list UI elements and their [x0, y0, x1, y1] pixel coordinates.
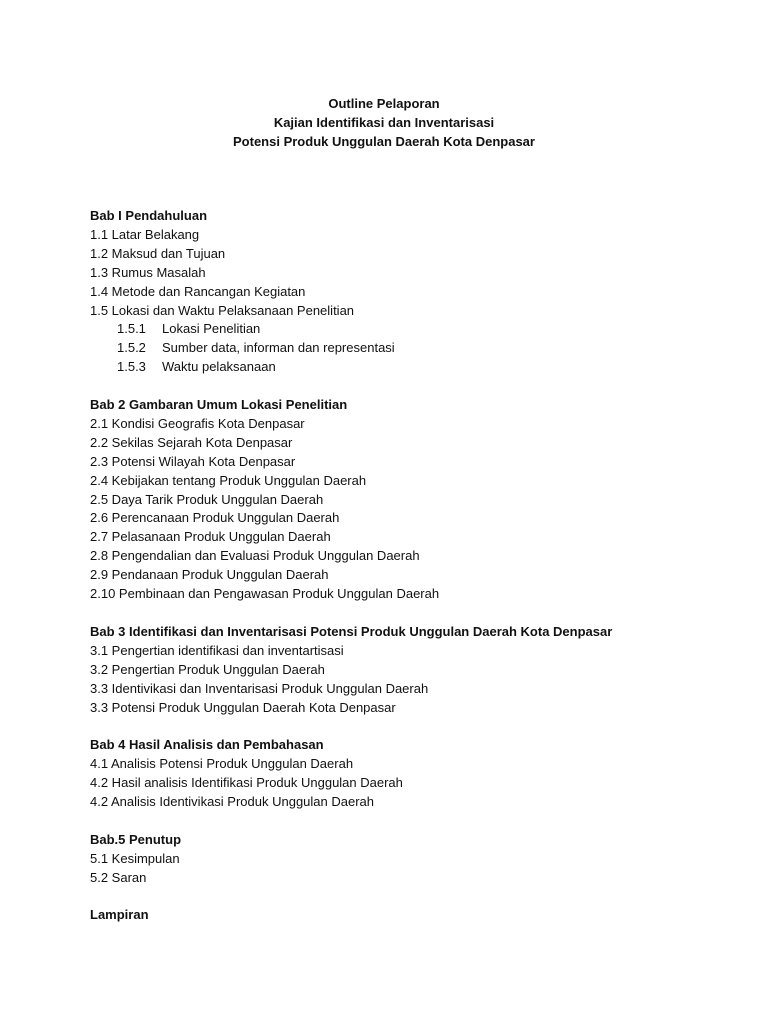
outline-subitem — [90, 358, 730, 377]
section-bab-4 — [90, 736, 730, 812]
section-bab-5 — [90, 831, 730, 888]
outline-item: 2.1 Kondisi Geografis Kota Denpasar — [90, 415, 305, 431]
subitem-text: Waktu pelaksanaan — [162, 359, 276, 375]
section-bab-3 — [90, 623, 730, 718]
outline-item: 1.4 Metode dan Rancangan Kegiatan — [90, 283, 306, 299]
outline-item: 2.9 Pendanaan Produk Unggulan Daerah — [90, 567, 329, 583]
outline-item: 2.10 Pembinaan dan Pengawasan Produk Unggulan Daerah — [90, 586, 440, 602]
subitem-text: Lokasi Penelitian — [162, 321, 261, 337]
section-heading: Bab 3 Identifikasi dan Inventarisasi Potensi Produk Unggulan Daerah Kota Denpasar — [90, 623, 613, 639]
title-line: Outline Pelaporan — [328, 96, 440, 111]
outline-item: 2.3 Potensi Wilayah Kota Denpasar — [90, 453, 296, 469]
outline-item: 2.6 Perencanaan Produk Unggulan Daerah — [90, 510, 340, 526]
outline-item: 5.2 Saran — [90, 869, 147, 885]
outline-item: 3.2 Pengertian Produk Unggulan Daerah — [90, 661, 325, 677]
section-heading: Bab 4 Hasil Analisis dan Pembahasan — [90, 737, 324, 753]
title-line: Potensi Produk Unggulan Daerah Kota Denpasar — [233, 134, 535, 149]
section-bab-1 — [90, 207, 730, 377]
section-bab-2 — [90, 396, 730, 604]
section-heading: Bab.5 Penutup — [90, 831, 182, 847]
subitem-number: 1.5.2 — [117, 340, 146, 356]
subitem-number: 1.5.1 — [117, 321, 146, 337]
outline-item: 4.1 Analisis Potensi Produk Unggulan Daerah — [90, 756, 354, 772]
title-line: Kajian Identifikasi dan Inventarisasi — [273, 115, 495, 130]
subitem-text: Sumber data, informan dan representasi — [162, 340, 395, 356]
outline-item: 2.5 Daya Tarik Produk Unggulan Daerah — [90, 491, 324, 507]
outline-item: 1.2 Maksud dan Tujuan — [90, 245, 226, 261]
outline-subitem — [90, 320, 730, 339]
outline-item: 2.2 Sekilas Sejarah Kota Denpasar — [90, 434, 293, 450]
outline-item: 5.1 Kesimpulan — [90, 850, 180, 866]
outline-item: 4.2 Hasil analisis Identifikasi Produk Unggulan Daerah — [90, 775, 403, 791]
subitem-number: 1.5.3 — [117, 359, 146, 375]
outline-item: 2.4 Kebijakan tentang Produk Unggulan Daerah — [90, 472, 367, 488]
outline-list — [90, 207, 730, 925]
outline-item: 2.7 Pelasanaan Produk Unggulan Daerah — [90, 529, 331, 545]
section-heading: Bab 2 Gambaran Umum Lokasi Penelitian — [90, 397, 348, 413]
document-title — [0, 94, 768, 151]
outline-item: 1.5 Lokasi dan Waktu Pelaksanaan Penelitian — [90, 302, 355, 318]
outline-item: 3.3 Potensi Produk Unggulan Daerah Kota Denpasar — [90, 699, 396, 715]
appendix-heading: Lampiran — [90, 907, 149, 923]
outline-item: 4.2 Analisis Identivikasi Produk Unggulan Daerah — [90, 794, 375, 810]
section-heading: Bab I Pendahuluan — [90, 208, 208, 223]
outline-item: 2.8 Pengendalian dan Evaluasi Produk Unggulan Daerah — [90, 548, 420, 564]
outline-item: 3.1 Pengertian identifikasi dan inventartisasi — [90, 642, 344, 658]
outline-item: 1.1 Latar Belakang — [90, 226, 200, 242]
outline-item: 3.3 Identivikasi dan Inventarisasi Produk Unggulan Daerah — [90, 680, 429, 696]
outline-subitem — [90, 339, 730, 358]
outline-item: 1.3 Rumus Masalah — [90, 264, 206, 280]
